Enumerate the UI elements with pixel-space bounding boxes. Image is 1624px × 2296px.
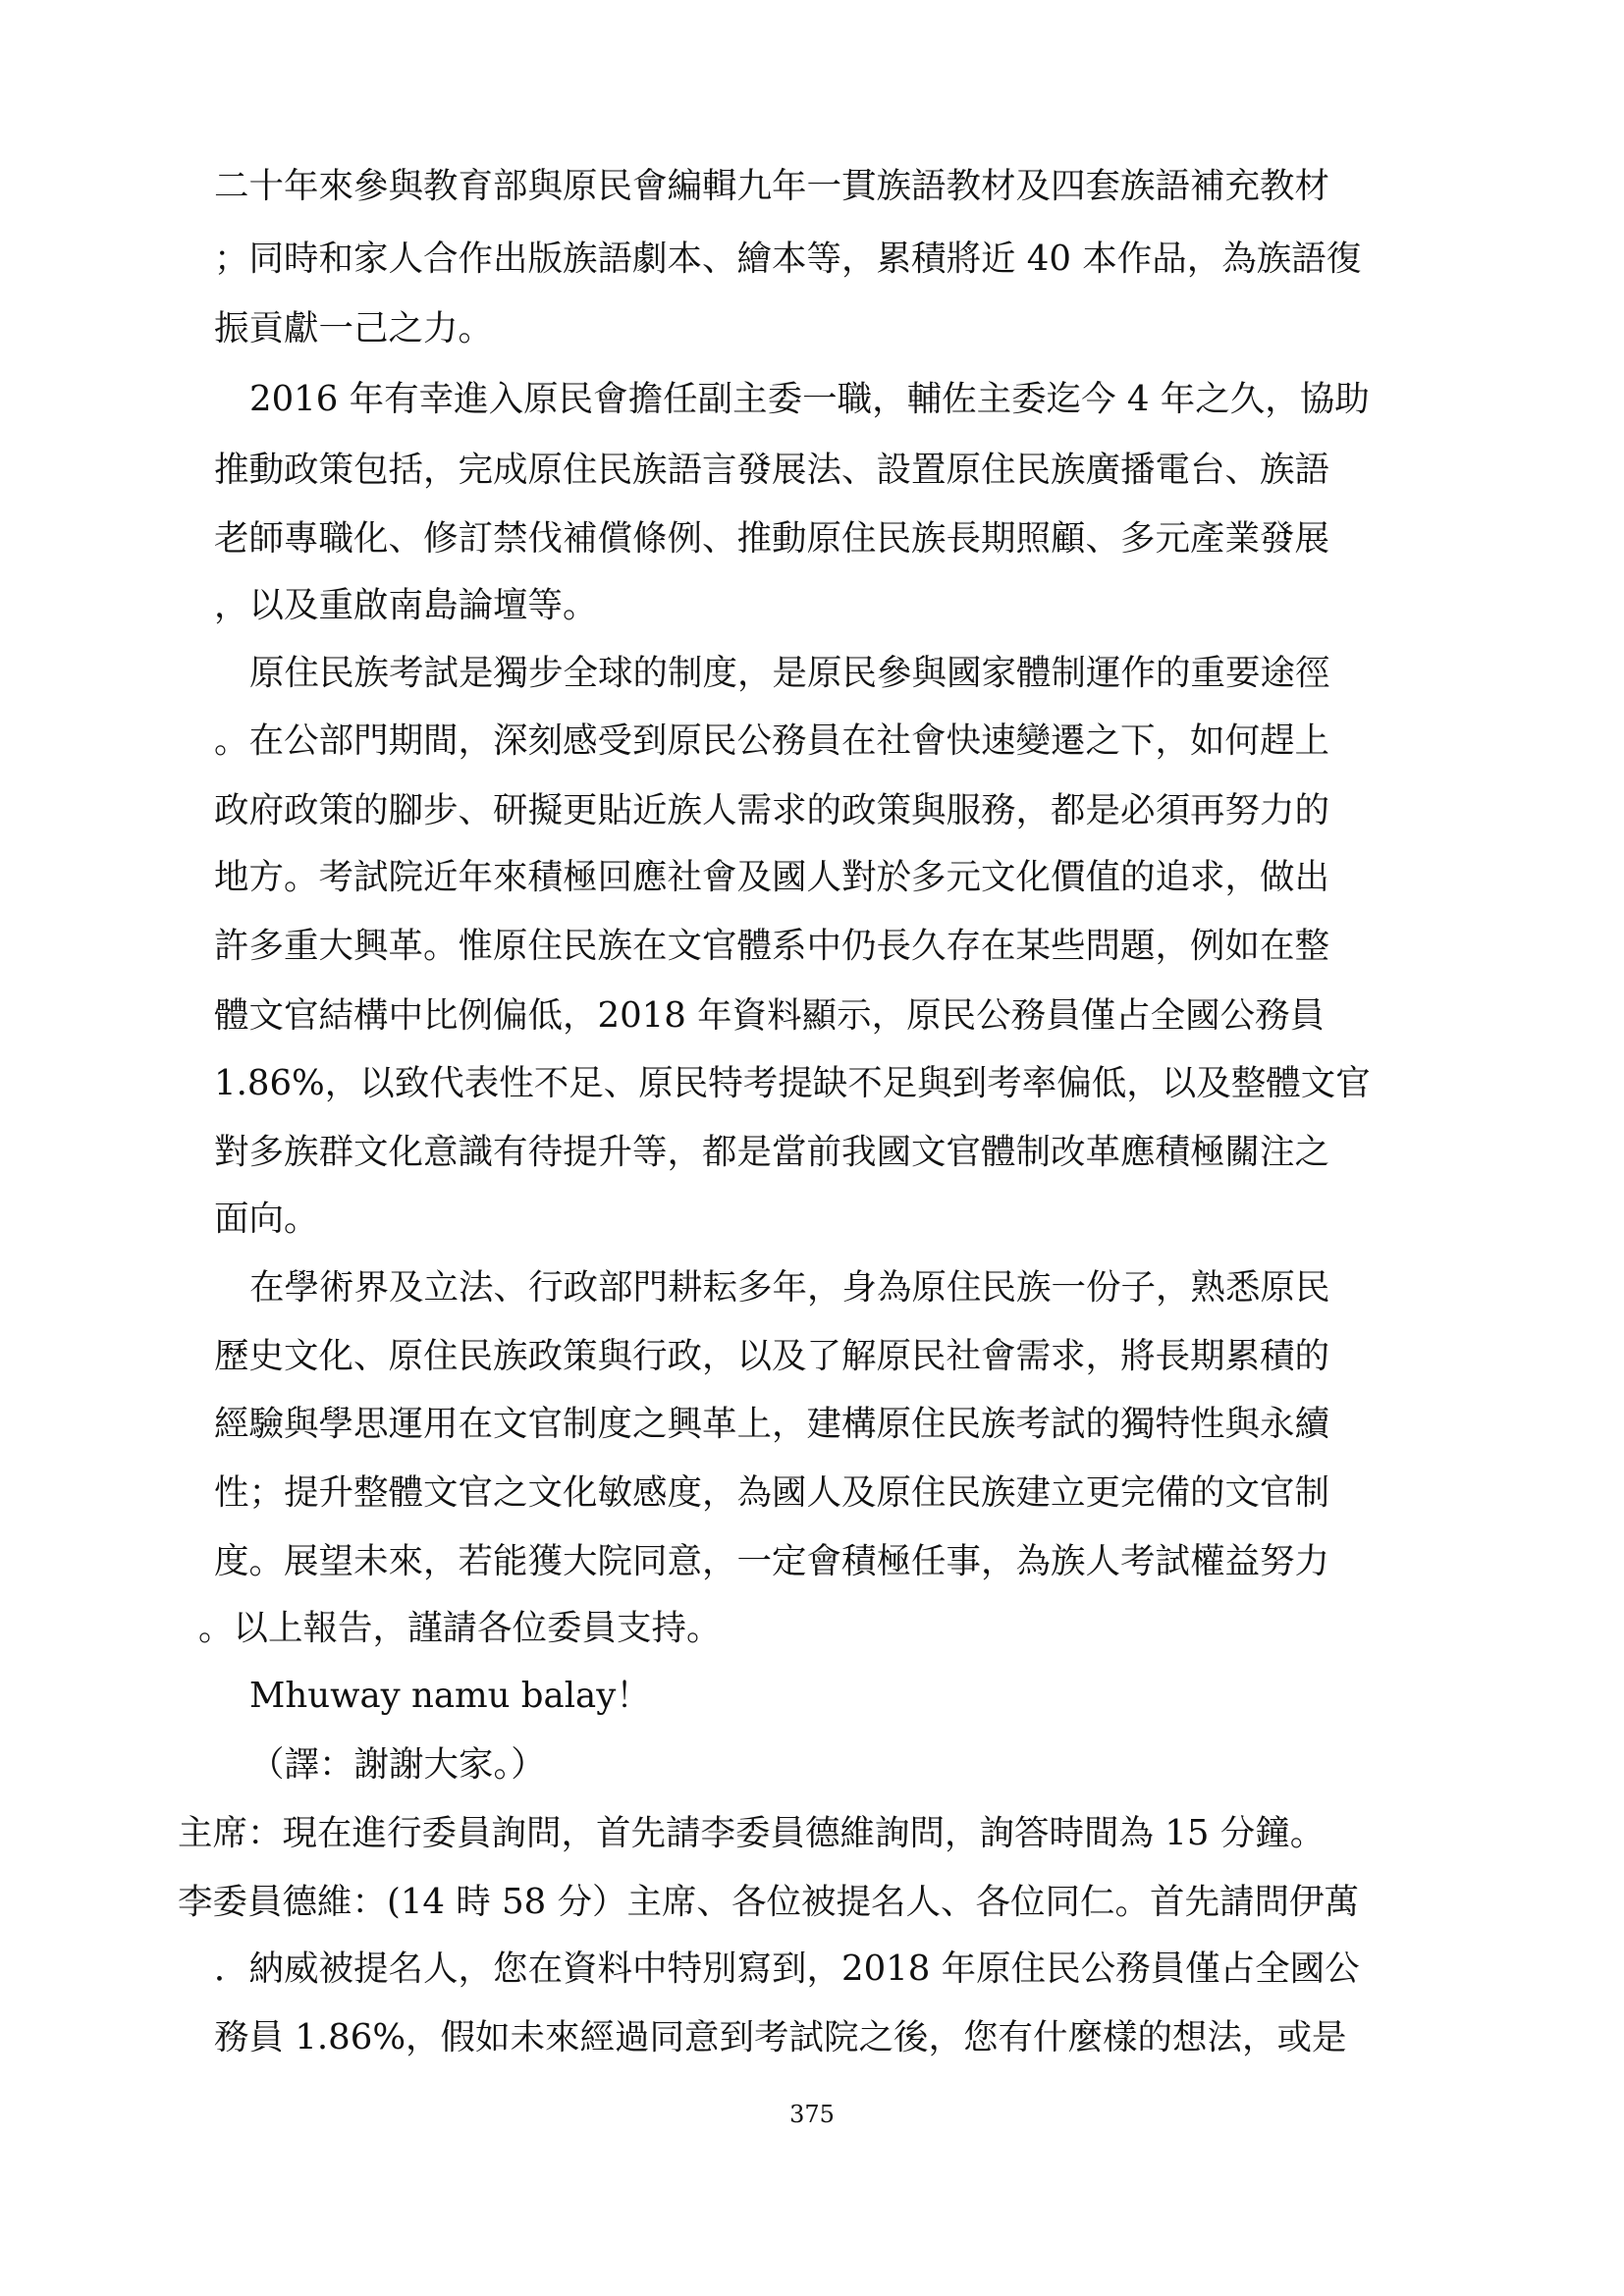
text-line: 性；提升整體文官之文化敏感度，為國人及原住民族建立更完備的文官制 (214, 1472, 1330, 1513)
text-line: 2016 年有幸進入原民會擔任副主委一職，輔佐主委迄今 4 年之久，協助 (249, 379, 1370, 419)
text-line: 體文官結構中比例偏低，2018 年資料顯示，原民公務員僅占全國公務員 (214, 995, 1326, 1036)
text-line: 原住民族考試是獨步全球的制度，是原民參與國家體制運作的重要途徑 (249, 653, 1330, 693)
text-line: 。在公部門期間，深刻感受到原民公務員在社會快速變遷之下，如何趕上 (214, 721, 1330, 761)
text-line: 推動政策包括，完成原住民族語言發展法、設置原住民族廣播電台、族語 (214, 450, 1330, 490)
text-line: 李委員德維：(14 時 58 分）主席、各位被提名人、各位同仁。首先請問伊萬 (178, 1882, 1360, 1922)
text-line: ；同時和家人合作出版族語劇本、繪本等，累積將近 40 本作品，為族語復 (214, 239, 1362, 279)
text-line: 。以上報告，謹請各位委員支持。 (198, 1608, 722, 1648)
text-line: 1.86%，以致代表性不足、原民特考提缺不足與到考率偏低，以及整體文官 (214, 1063, 1371, 1103)
text-line: 主席：現在進行委員詢問，首先請李委員德維詢問，詢答時間為 15 分鐘。 (178, 1813, 1326, 1853)
text-line: 經驗與學思運用在文官制度之興革上，建構原住民族考試的獨特性與永續 (214, 1404, 1330, 1444)
text-line: （譯：謝謝大家。） (249, 1744, 546, 1785)
text-line: 務員 1.86%，假如未來經過同意到考試院之後，您有什麼樣的想法，或是 (214, 2017, 1347, 2057)
text-line: 許多重大興革。惟原住民族在文官體系中仍長久存在某些問題，例如在整 (214, 926, 1330, 966)
text-line: 政府政策的腳步、研擬更貼近族人需求的政策與服務，都是必須再努力的 (214, 790, 1330, 830)
text-line: 歷史文化、原住民族政策與行政，以及了解原民社會需求，將長期累積的 (214, 1336, 1330, 1376)
text-line: 在學術界及立法、行政部門耕耘多年，身為原住民族一份子，熟悉原民 (249, 1267, 1330, 1308)
page-number: 375 (789, 2101, 835, 2128)
text-line: 對多族群文化意識有待提升等，都是當前我國文官體制改革應積極關注之 (214, 1132, 1330, 1172)
text-line: 二十年來參與教育部與原民會編輯九年一貫族語教材及四套族語補充教材 (214, 166, 1330, 206)
text-line: 振貢獻一己之力。 (214, 308, 494, 348)
text-line: 面向。 (214, 1199, 319, 1239)
text-line: ，以及重啟南島論壇等。 (214, 585, 598, 625)
text-line: 度。展望未來，若能獲大院同意，一定會積極任事，為族人考試權益努力 (214, 1541, 1330, 1581)
text-line: Mhuway namu balay！ (249, 1676, 651, 1716)
text-line: 老師專職化、修訂禁伐補償條例、推動原住民族長期照顧、多元產業發展 (214, 518, 1330, 559)
text-line: 地方。考試院近年來積極回應社會及國人對於多元文化價值的追求，做出 (214, 857, 1330, 897)
text-line: ．納威被提名人，您在資料中特別寫到，2018 年原住民公務員僅占全國公 (214, 1949, 1360, 1989)
